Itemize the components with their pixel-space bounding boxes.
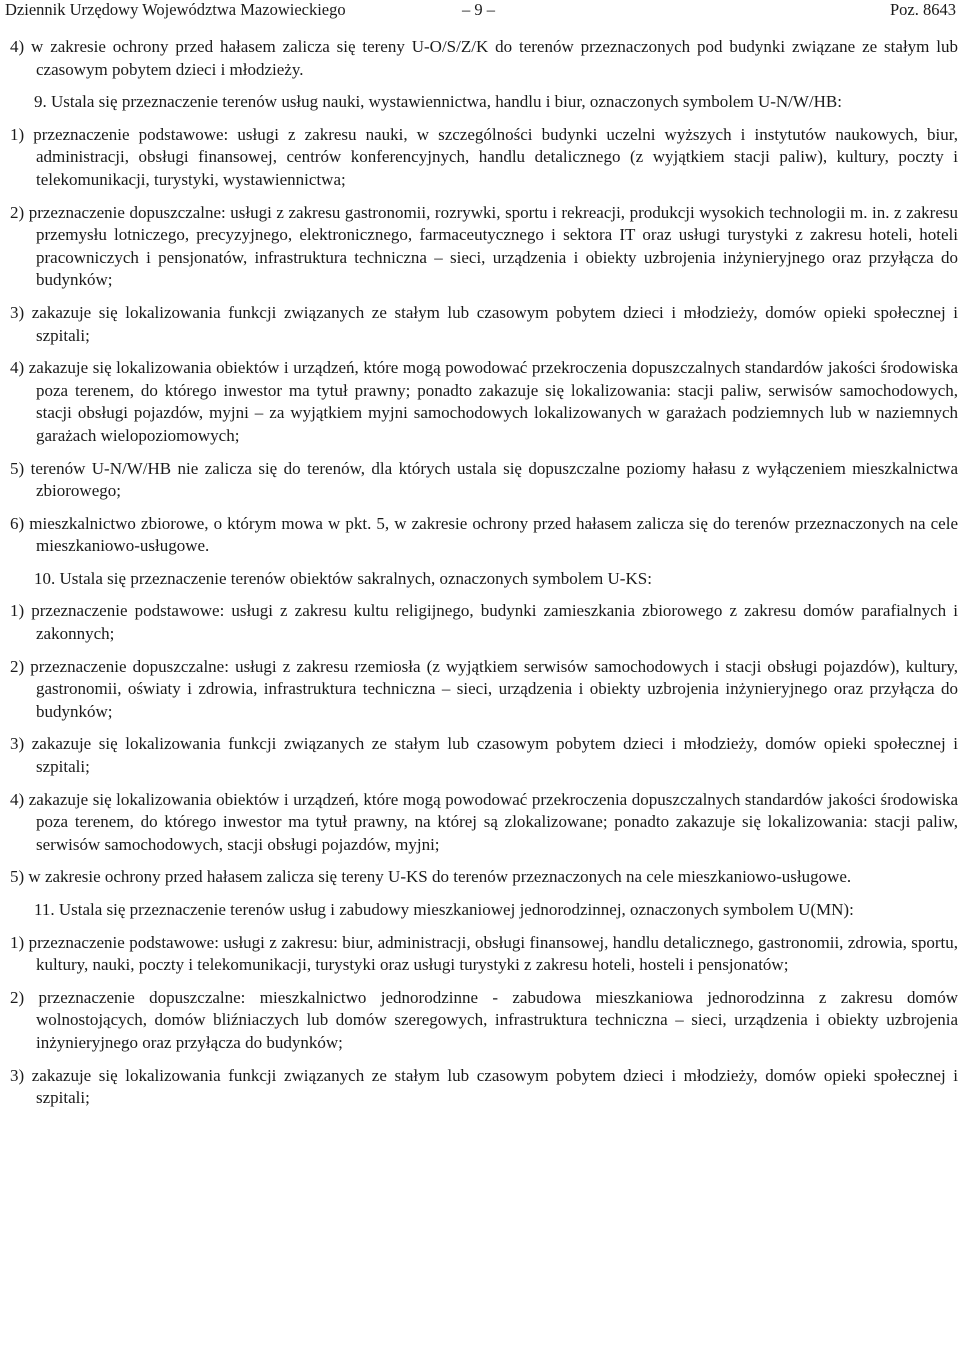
- section-heading: 9. Ustala się przeznaczenie terenów usług nauki, wystawiennictwa, handlu i biur, oznaczonych symbolem U-N/W/HB:: [34, 92, 842, 112]
- page-number: – 9 –: [462, 0, 495, 19]
- paragraph-item: 3) zakazuje się lokalizowania funkcji związanych ze stałym lub czasowym pobytem dzieci i młodzieży, domów opieki społecznej i szpitali;: [10, 1065, 958, 1108]
- paragraph-item: 2) przeznaczenie dopuszczalne: usługi z zakresu rzemiosła (z wyjątkiem serwisów samochodowych i stacji obsługi pojazdów), kultury, gastronomii, oświaty i zdrowia, infrastruktura techniczna – sieci, urządzenia i obiekty uzbrojenia inżynieryjnego oraz przyłącza do budynków;: [10, 656, 958, 721]
- paragraph-item: 4) zakazuje się lokalizowania obiektów i urządzeń, które mogą powodować przekroczenia dopuszczalnych standardów jakości środowiska poza terenem, do którego inwestor ma tytuł prawny, na której są zlokalizowane; ponadto zakazuje się lokalizowania: stacji paliw, serwisów samochodowych, stacji obsługi pojazdów, myjni;: [10, 789, 958, 854]
- document-body: [0, 36, 960, 1120]
- paragraph-item: 1) przeznaczenie podstawowe: usługi z zakresu nauki, w szczególności budynki uczelni wyższych i instytutów naukowych, biur, administracji, obsługi finansowej, centrów konferencyjnych, handlu detalicznego (z wyjątkiem stacji paliw), kultury, poczty i telekomunikacji, turystyki, wystawiennictwa;: [10, 124, 958, 189]
- paragraph-item: 2) przeznaczenie dopuszczalne: usługi z zakresu gastronomii, rozrywki, sportu i rekreacji, produkcji wysokich technologii m. in. z zakresu przemysłu lotniczego, precyzyjnego, elektronicznego, farmaceutycznego i sektora IT oraz usługi turystyki z zakresu hoteli, hoteli pracowniczych i pensjonatów, infrastruktura techniczna – sieci, urządzenia i obiekty uzbrojenia inżynieryjnego oraz przyłącza do budynków;: [10, 202, 958, 290]
- position-number: Poz. 8643: [890, 0, 956, 19]
- paragraph-item: 5) terenów U-N/W/HB nie zalicza się do terenów, dla których ustala się dopuszczalne poziomy hałasu z wyłączeniem mieszkalnictwa zbiorowego;: [10, 458, 958, 501]
- paragraph-item: 4) w zakresie ochrony przed hałasem zalicza się tereny U-O/S/Z/K do terenów przeznaczonych pod budynki związane ze stałym lub czasowym pobytem dzieci i młodzieży.: [10, 37, 958, 79]
- paragraph-item: 6) mieszkalnictwo zbiorowe, o którym mowa w pkt. 5, w zakresie ochrony przed hałasem zalicza się do terenów przeznaczonych na cele mieszkaniowo-usługowe.: [10, 513, 958, 556]
- paragraph-item: 1) przeznaczenie podstawowe: usługi z zakresu kultu religijnego, budynki zamieszkania zbiorowego z zakresu domów parafialnych i zakonnych;: [10, 601, 958, 644]
- section-heading: 11. Ustala się przeznaczenie terenów usług i zabudowy mieszkaniowej jednorodzinnej, oznaczonych symbolem U(MN):: [34, 900, 854, 919]
- section-heading: 10. Ustala się przeznaczenie terenów obiektów sakralnych, oznaczonych symbolem U-KS:: [34, 568, 652, 588]
- journal-title: Dziennik Urzędowy Województwa Mazowieckiego: [5, 0, 346, 19]
- paragraph-item: 4) zakazuje się lokalizowania obiektów i urządzeń, które mogą powodować przekroczenia dopuszczalnych standardów jakości środowiska poza terenem, do którego inwestor ma tytuł prawny; ponadto zakazuje się lokalizowania: stacji paliw, serwisów samochodowych, stacji obsługi pojazdów, myjni – za wyjątkiem myjni samochodowych lokalizowanych w garażach podziemnych lub w naziemnych garażach wielopoziomowych;: [10, 358, 958, 445]
- paragraph-item: 5) w zakresie ochrony przed hałasem zalicza się tereny U-KS do terenów przeznaczonych na cele mieszkaniowo-usługowe.: [10, 867, 852, 887]
- page-header: [0, 0, 960, 24]
- paragraph-item: 3) zakazuje się lokalizowania funkcji związanych ze stałym lub czasowym pobytem dzieci i młodzieży, domów opieki społecznej i szpitali;: [10, 302, 958, 345]
- paragraph-item: 3) zakazuje się lokalizowania funkcji związanych ze stałym lub czasowym pobytem dzieci i młodzieży, domów opieki społecznej i szpitali;: [10, 734, 958, 777]
- paragraph-item: 1) przeznaczenie podstawowe: usługi z zakresu: biur, administracji, obsługi finansowej, handlu detalicznego, gastronomii, zdrowia, sportu, kultury, nauki, poczty i telekomunikacji, turystyki oraz usługi turystyki z zakresu hoteli, hosteli i pensjonatów;: [10, 932, 958, 975]
- paragraph-item: 2) przeznaczenie dopuszczalne: mieszkalnictwo jednorodzinne - zabudowa mieszkaniowa jednorodzinna z zakresu domów wolnostojących, domów bliźniaczych lub domów szeregowych, infrastruktura techniczna – sieci, urządzenia i obiekty uzbrojenia inżynieryjnego oraz przyłącza do budynków;: [10, 987, 958, 1052]
